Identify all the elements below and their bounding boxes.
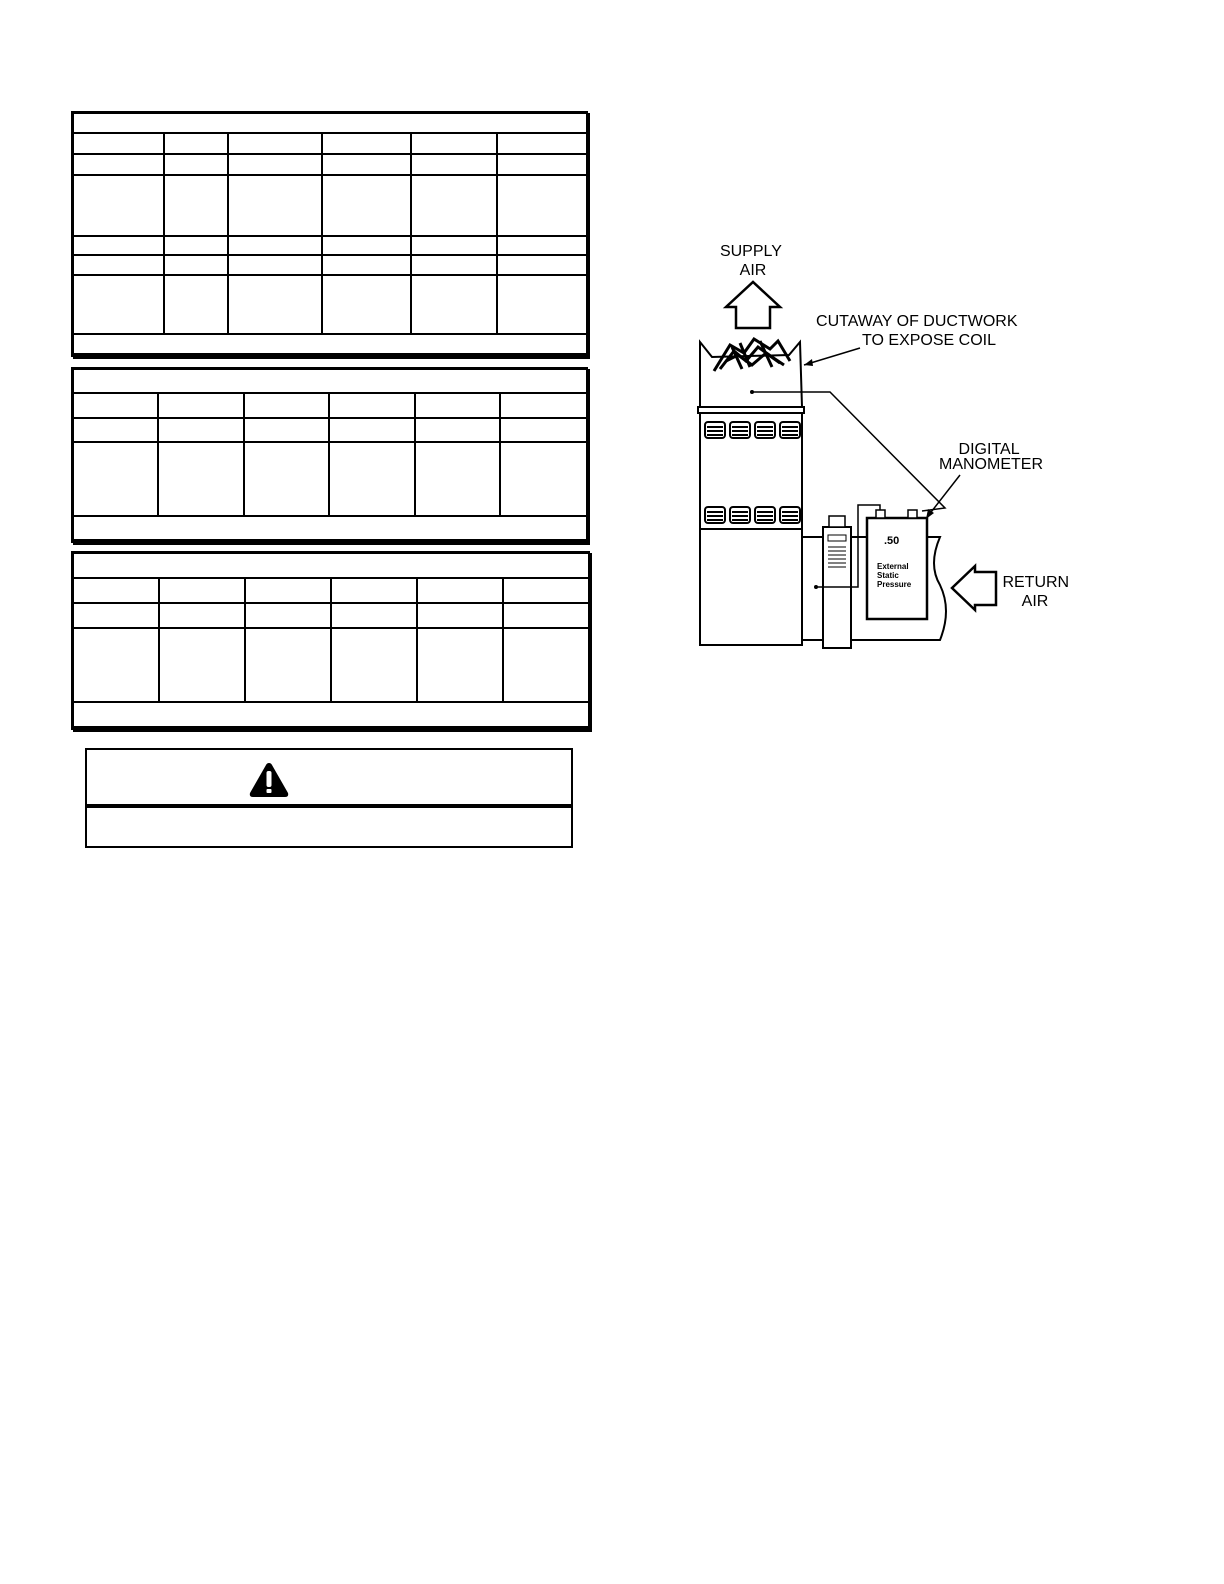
cutaway-label: CUTAWAY OF DUCTWORK TO EXPOSE COIL: [816, 313, 1018, 349]
table-title-row: [73, 113, 587, 133]
table-row: [73, 418, 587, 442]
table-title-row: [73, 369, 587, 393]
table-row: [73, 275, 587, 334]
warning-header-box: [85, 748, 573, 806]
supply-plenum: [700, 342, 802, 407]
table-row: [73, 578, 589, 603]
table-row: [73, 154, 587, 175]
table-row: [73, 442, 587, 516]
digital-manometer-label: DIGITAL MANOMETER: [939, 441, 1043, 473]
table-title-row: [73, 553, 589, 578]
table-row: [73, 236, 587, 255]
return-air-label: RETURN AIR: [1002, 574, 1070, 610]
blower-table-3: [72, 552, 590, 728]
table-footnote-row: [73, 702, 589, 727]
table-footnote-row: [73, 516, 587, 540]
return-air-arrow: [952, 566, 996, 610]
table-row: [73, 255, 587, 275]
supply-air-arrow: [726, 282, 780, 328]
warning-body-box: [85, 806, 573, 848]
warning-exclamation-icon: [249, 762, 289, 798]
manometer-readout: .50: [884, 535, 900, 547]
blower-table-2: [72, 368, 588, 541]
table-row: [73, 628, 589, 702]
table-row: [73, 393, 587, 418]
supply-air-label: SUPPLY AIR: [719, 243, 782, 279]
table-row: [73, 133, 587, 154]
manometer-caption: External Static Pressure: [877, 562, 912, 589]
static-pressure-diagram: [690, 235, 1090, 655]
table-row: [73, 603, 589, 628]
table-row: [73, 175, 587, 236]
table-footnote-row: [73, 334, 587, 354]
blower-table-1: [72, 112, 588, 355]
